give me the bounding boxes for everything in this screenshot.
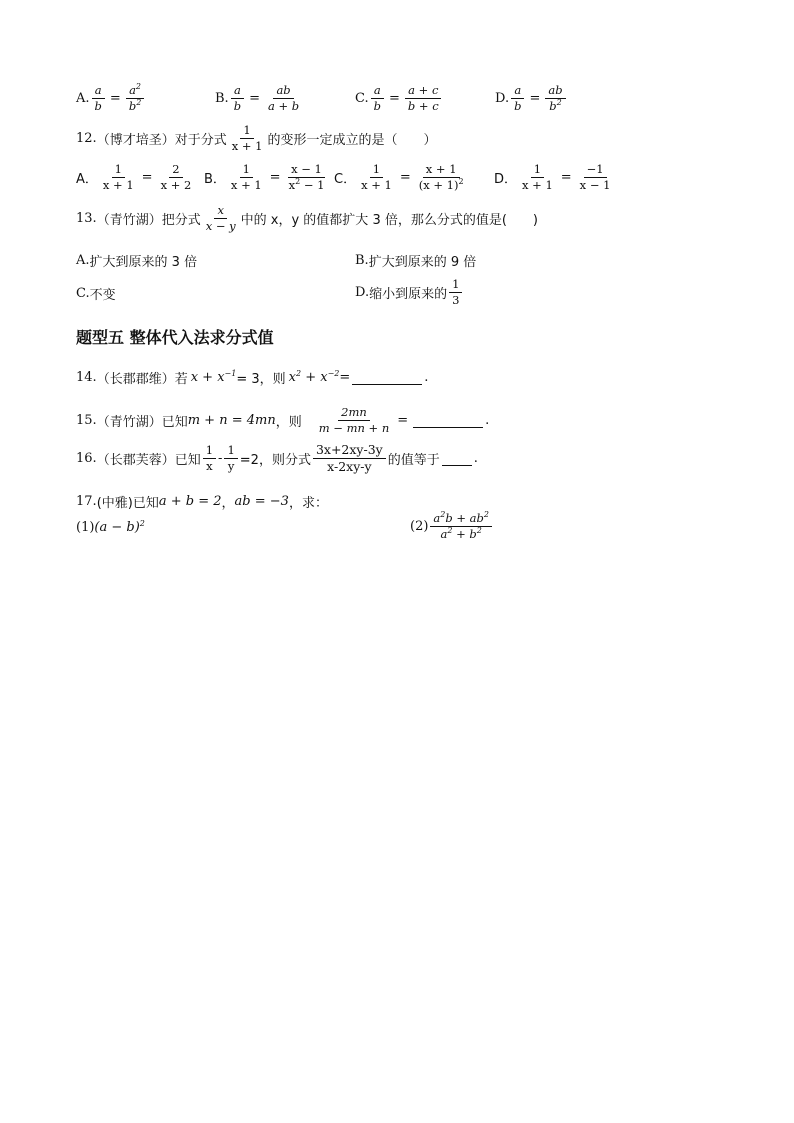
q13-stem xyxy=(76,204,538,233)
q17-stem: 17. (中雅) 已知 a + b = 2 ， ab = −3 ，求： xyxy=(76,494,328,511)
option-label: B. xyxy=(355,253,369,268)
q14-stem: 14. （长郡郡维） 若 $x + x^{-1}$ = 3，则 $x^2 + x^{-2}$ = . xyxy=(76,369,429,387)
q12-option-c: C． $\frac{1}{x + 1}$ = $\frac{x + 1}{(x + 1)^2}$ xyxy=(334,163,469,192)
fraction: $\frac{1}{x}$ xyxy=(203,444,216,473)
option-label: D. xyxy=(495,91,510,107)
fraction: $\frac{1}{x + 1}$ xyxy=(522,162,553,193)
q13-option-b xyxy=(355,251,476,270)
option-label: B． xyxy=(204,172,226,188)
fraction: $\frac{-1}{x - 1}$ xyxy=(579,162,611,193)
fraction: $\frac{ab}{a + b}$ xyxy=(267,83,300,114)
fraction: $\frac{1}{3}$ xyxy=(449,278,462,307)
option-label: D． xyxy=(494,172,518,188)
answer-blank[interactable] xyxy=(413,413,483,428)
q11-option-c: C. $\frac{a}{b}$ = $\frac{a + c}{b + c}$ xyxy=(355,84,444,113)
question-number: 16. xyxy=(76,451,97,467)
question-source: （青竹湖） xyxy=(96,213,162,229)
question-number: 14. xyxy=(76,370,97,385)
question-text: 的变形一定成立的是（ ） xyxy=(267,133,437,149)
fraction: $\frac{x + 1}{(x + 1)^2}$ xyxy=(418,162,464,193)
fraction: $\frac{a + c}{b + c}$ xyxy=(405,84,442,113)
part-label: (2) xyxy=(410,519,429,535)
option-text: 扩大到原来的 3 倍 xyxy=(89,255,198,270)
question-number: 17. xyxy=(76,494,97,509)
option-label: D. xyxy=(355,285,370,301)
q13-option-c xyxy=(76,284,116,303)
q15-stem: 15. （青竹湖） 已知 m + n = 4mn ，则 $\frac{2mn}{m - mn + n}$ = . xyxy=(76,405,490,436)
fraction: $\frac{a^2}{b^2}$ xyxy=(126,84,144,113)
fraction: $\frac{2mn}{m - mn + n}$ xyxy=(318,405,390,436)
q17-part-2 xyxy=(410,512,494,541)
q16-stem: 16. （长郡芙蓉） 已知 $\frac{1}{x}$ - $\frac{1}{y}$ =2，则分式 $\frac{3x+2xy-3y}{x-2xy-y}$ 的值等于 . xyxy=(76,442,478,475)
q11-option-d: D. $\frac{a}{b}$ = $\frac{ab}{b^2}$ xyxy=(495,84,568,113)
question-text: 把分式 xyxy=(161,213,201,229)
fraction: $\frac{ab}{b^2}$ xyxy=(545,84,565,113)
option-label: C. xyxy=(355,91,369,107)
fraction: $\frac{3x+2xy-3y}{x-2xy-y}$ xyxy=(313,443,386,475)
fraction: $\frac{a}{b}$ xyxy=(371,84,384,113)
fraction: $\frac{a^2b + ab^2}{a^2 + b^2}$ xyxy=(430,512,492,541)
option-text: 扩大到原来的 9 倍 xyxy=(368,255,477,270)
fraction: $\frac{1}{y}$ xyxy=(224,444,237,473)
option-label: A． xyxy=(76,172,98,188)
option-label: A. xyxy=(76,253,90,268)
option-label: A. xyxy=(76,91,90,107)
question-number: 13. xyxy=(76,211,97,227)
fraction: $\frac{a}{b}$ xyxy=(231,84,244,113)
question-source: （长郡芙蓉） xyxy=(96,453,175,469)
question-text: 中的 x，y 的值都扩大 3 倍，那么分式的值是( ) xyxy=(240,213,538,229)
q12-option-d: D． $\frac{1}{x + 1}$ = $\frac{-1}{x - 1}$ xyxy=(494,163,615,192)
q11-option-a: A. $\frac{a}{b}$ = $\frac{a^2}{b^2}$ xyxy=(76,84,146,113)
fraction: $\frac{1}{x + 1}$ xyxy=(102,162,134,193)
fraction: $\frac{1}{x + 1}$ xyxy=(230,162,262,193)
answer-blank[interactable] xyxy=(352,370,422,385)
fraction: $\frac{x}{x - y}$ xyxy=(205,203,236,234)
section-heading: 题型五 整体代入法求分式值 xyxy=(76,328,274,347)
question-source: (中雅) xyxy=(96,496,133,511)
option-label: C． xyxy=(334,172,357,188)
q12-stem xyxy=(76,124,436,153)
option-label: C. xyxy=(76,286,90,301)
question-source: （长郡郡维） xyxy=(96,372,175,387)
fraction: $\frac{a}{b}$ xyxy=(511,84,524,113)
fraction: $\frac{2}{x + 2}$ xyxy=(160,162,192,193)
fraction: $\frac{1}{x + 1}$ xyxy=(361,162,392,193)
fraction: $\frac{1}{x + 1}$ xyxy=(231,123,263,154)
option-text: 不变 xyxy=(89,288,116,303)
q13-option-d xyxy=(355,278,464,307)
fraction: $\frac{a}{b}$ xyxy=(92,84,105,113)
q13-option-a xyxy=(76,251,197,270)
question-source: （博才培圣） xyxy=(96,133,175,149)
question-number: 15. xyxy=(76,413,97,429)
option-label: B. xyxy=(215,91,229,107)
question-source: （青竹湖） xyxy=(96,415,162,431)
option-text: 缩小到原来的 xyxy=(369,287,448,303)
q12-option-a: A． $\frac{1}{x + 1}$ = $\frac{2}{x + 2}$ xyxy=(76,163,196,192)
question-text: 对于分式 xyxy=(174,133,227,149)
part-label: (1) xyxy=(76,520,95,535)
fraction: $\frac{x - 1}{x^2 - 1}$ xyxy=(288,162,325,193)
question-number: 12. xyxy=(76,131,97,147)
answer-blank[interactable] xyxy=(442,451,472,466)
q17-part-1: (1) $(a - b)^2$ xyxy=(76,519,145,535)
q12-option-b: B． $\frac{1}{x + 1}$ = $\frac{x - 1}{x^2 - 1}$ xyxy=(204,163,329,192)
q11-option-b: B. $\frac{a}{b}$ = $\frac{ab}{a + b}$ xyxy=(215,84,304,113)
